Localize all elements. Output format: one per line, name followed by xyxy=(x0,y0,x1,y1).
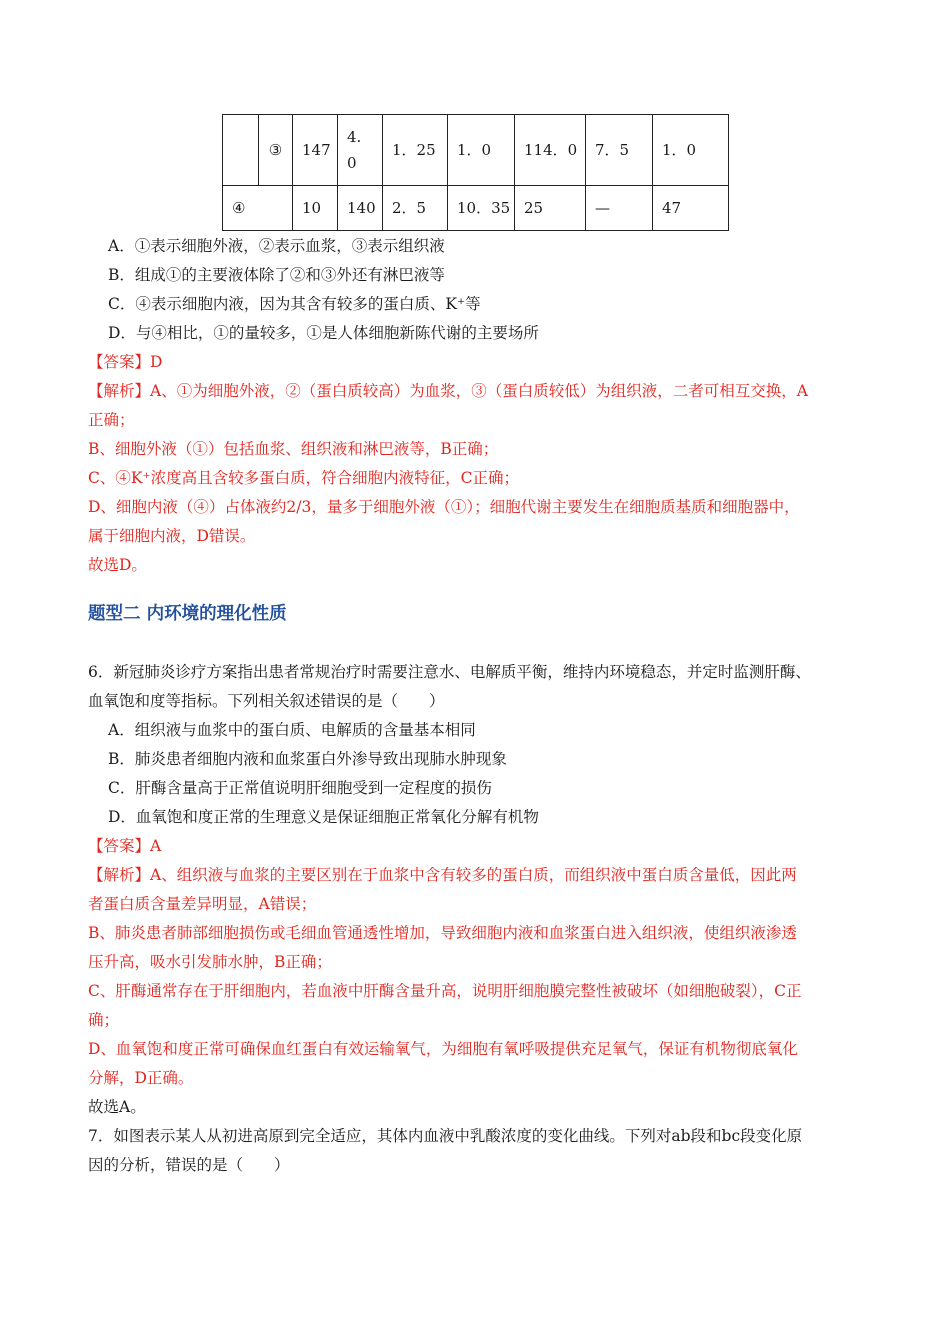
q5-analysis-line: 属于细胞内液，D错误。 xyxy=(88,527,256,545)
q6-stem-line: 6．新冠肺炎诊疗方案指出患者常规治疗时需要注意水、电解质平衡，维持内环境稳态，并定时监测肝酶、 xyxy=(88,663,811,681)
q7-stem-line: 7．如图表示某人从初进高原到完全适应，其体内血液中乳酸浓度的变化曲线。下列对ab段和bc段变化原 xyxy=(88,1127,803,1145)
table-cell: — xyxy=(586,186,653,231)
q6-option-c: C．肝酶含量高于正常值说明肝细胞受到一定程度的损伤 xyxy=(108,779,492,797)
table-row xyxy=(223,186,729,231)
table-cell: 10．35 xyxy=(448,186,515,231)
q5-analysis-line: B、细胞外液（①）包括血浆、组织液和淋巴液等，B正确； xyxy=(88,440,499,458)
q6-analysis-line: 分解，D正确。 xyxy=(88,1069,194,1087)
table-cell: 47 xyxy=(653,186,729,231)
q5-conclusion: 故选D。 xyxy=(88,556,147,574)
table-cell: 7．5 xyxy=(586,115,653,186)
q6-conclusion: 故选A。 xyxy=(88,1098,146,1116)
q5-option-a: A．①表示细胞外液，②表示血浆，③表示组织液 xyxy=(108,237,445,255)
q5-analysis-line: C、④K⁺浓度高且含较多蛋白质，符合细胞内液特征，C正确； xyxy=(88,469,519,487)
table-cell: 4. 0 xyxy=(338,115,383,186)
q6-analysis-line: B、肺炎患者肺部细胞损伤或毛细血管通透性增加，导致细胞内液和血浆蛋白进入组织液，使组织液渗透 xyxy=(88,924,797,942)
q5-answer: 【答案】D xyxy=(88,353,163,371)
q6-option-b: B．肺炎患者细胞内液和血浆蛋白外渗导致出现肺水肿现象 xyxy=(108,750,507,768)
table-cell: 1．0 xyxy=(653,115,729,186)
q5-option-b: B．组成①的主要液体除了②和③外还有淋巴液等 xyxy=(108,266,445,284)
table-cell: 147 xyxy=(293,115,338,186)
table-cell: 2．5 xyxy=(383,186,448,231)
section-title: 题型二 内环境的理化性质 xyxy=(88,604,287,624)
q5-option-d: D．与④相比，①的量较多，①是人体细胞新陈代谢的主要场所 xyxy=(108,324,539,342)
table-cell: 140 xyxy=(338,186,383,231)
q6-analysis-line: 者蛋白质含量差异明显，A错误； xyxy=(88,895,317,913)
q5-analysis-line: 【解析】A、①为细胞外液，②（蛋白质较高）为血浆，③（蛋白质较低）为组织液，二者可相互交换，A xyxy=(88,382,808,400)
table-cell: 1．0 xyxy=(448,115,515,186)
table-cell xyxy=(223,115,259,186)
table-cell: ④ xyxy=(223,186,293,231)
q6-analysis-line: C、肝酶通常存在于肝细胞内，若血液中肝酶含量升高，说明肝细胞膜完整性被破坏（如细胞破裂），C正 xyxy=(88,982,802,1000)
q7-stem-line: 因的分析，错误的是（ ） xyxy=(88,1156,290,1174)
q6-analysis-line: 确； xyxy=(88,1011,120,1029)
q5-analysis-line: 正确； xyxy=(88,411,135,429)
table-cell: 10 xyxy=(293,186,338,231)
q6-option-a: A．组织液与血浆中的蛋白质、电解质的含量基本相同 xyxy=(108,721,476,739)
q6-analysis-line: 【解析】A、组织液与血浆的主要区别在于血浆中含有较多的蛋白质，而组织液中蛋白质含量低，因此两 xyxy=(88,866,797,884)
table-row xyxy=(223,115,729,186)
table-cell: 25 xyxy=(515,186,586,231)
q6-analysis-line: 压升高，吸水引发肺水肿，B正确； xyxy=(88,953,332,971)
q5-analysis-line: D、细胞内液（④）占体液约2/3，量多于细胞外液（①）；细胞代谢主要发生在细胞质基质和细胞器中， xyxy=(88,498,800,516)
q6-stem-line: 血氧饱和度等指标。下列相关叙述错误的是（ ） xyxy=(88,692,445,710)
q5-option-c: C．④表示细胞内液，因为其含有较多的蛋白质、K⁺等 xyxy=(108,295,481,313)
table-cell: 1．25 xyxy=(383,115,448,186)
table-cell: 114．0 xyxy=(515,115,586,186)
ion-concentration-table xyxy=(222,114,729,231)
q6-answer: 【答案】A xyxy=(88,837,162,855)
q6-option-d: D．血氧饱和度正常的生理意义是保证细胞正常氧化分解有机物 xyxy=(108,808,539,826)
table-cell: ③ xyxy=(259,115,293,186)
q6-analysis-line: D、血氧饱和度正常可确保血红蛋白有效运输氧气，为细胞有氧呼吸提供充足氧气，保证有机物彻底氧化 xyxy=(88,1040,798,1058)
